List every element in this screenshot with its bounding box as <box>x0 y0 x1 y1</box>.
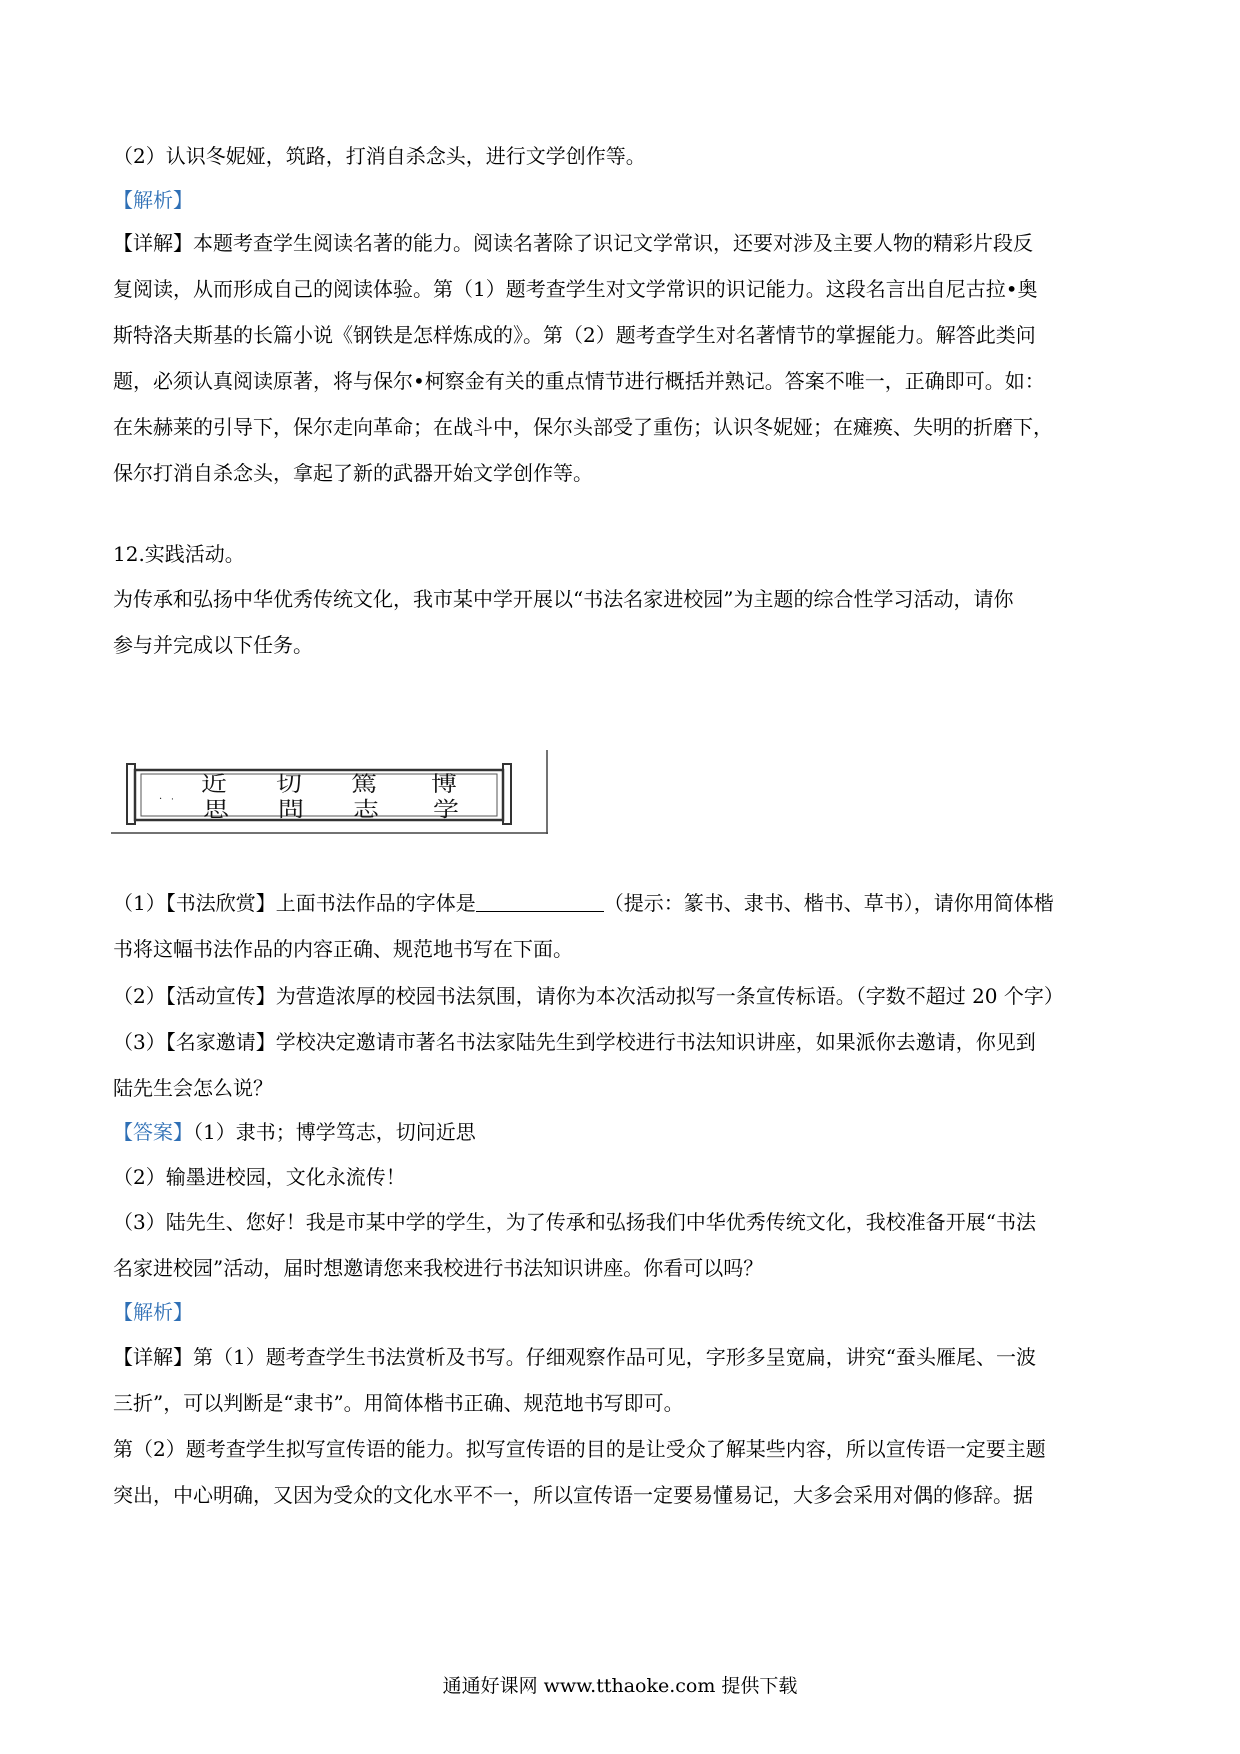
detail-line-1: 【详解】本题考查学生阅读名著的能力。阅读名著除了识记文学常识，还要对涉及主要人物的精彩片段反 <box>113 231 1033 255</box>
detail2-line-3: 第（2）题考查学生拟写宣传语的能力。拟写宣传语的目的是让受众了解某些内容，所以宣传语一定要主题 <box>113 1437 1046 1461</box>
detail2-line-1: 【详解】第（1）题考查学生书法赏析及书写。仔细观察作品可见，字形多呈宽扁，讲究“蚕头雁尾、一波 <box>113 1345 1036 1369</box>
calligraphy-char: 問 <box>278 796 304 822</box>
calligraphy-char: 志 <box>353 796 379 822</box>
task-1-line-2: 书将这幅书法作品的内容正确、规范地书写在下面。 <box>113 937 573 961</box>
detail-line-2: 复阅读，从而形成自己的阅读体验。第（1）题考查学生对文学常识的识记能力。这段名言出自尼古拉•奥 <box>113 277 1038 301</box>
task-2-text: （2）【活动宣传】为营造浓厚的校园书法氛围，请你为本次活动拟写一条宣传标语。（字数不超过 20 个字） <box>113 984 1064 1008</box>
detail-line-5: 在朱赫莱的引导下，保尔走向革命；在战斗中，保尔头部受了重伤；认识冬妮娅；在瘫痪、失明的折磨下， <box>113 415 1053 439</box>
task-3-line-2: 陆先生会怎么说？ <box>113 1076 273 1100</box>
calligraphy-char: 篤 <box>351 771 377 797</box>
task-1-line-1: （1）【书法欣赏】上面书法作品的字体是 （提示：篆书、隶书、楷书、草书），请你用简体楷 <box>113 891 1054 915</box>
answer-line-2: （2）输墨进校园，文化永流传！ <box>113 1165 406 1189</box>
footer-source: 通通好课网 www.tthaoke.com 提供下载 <box>442 1675 798 1697</box>
calligraphy-scroll-image <box>111 750 548 834</box>
detail-line-4: 题，必须认真阅读原著，将与保尔•柯察金有关的重点情节进行概括并熟记。答案不唯一，正确即可。如： <box>113 369 1045 393</box>
svg-text:·: · <box>159 794 163 805</box>
calligraphy-char: 近 <box>201 771 227 797</box>
detail-line-3: 斯特洛夫斯基的长篇小说《钢铁是怎样炼成的》。第（2）题考查学生对名著情节的掌握能力。解答此类问 <box>113 323 1036 347</box>
calligraphy-char: 思 <box>203 796 229 822</box>
analysis-tag: 【解析】 <box>113 188 193 212</box>
svg-text:·: · <box>171 795 174 805</box>
calligraphy-char: 学 <box>433 796 459 822</box>
task-3-line-1: （3）【名家邀请】学校决定邀请市著名书法家陆先生到学校进行书法知识讲座，如果派你去邀请，你见到 <box>113 1030 1036 1054</box>
detail2-line-4: 突出，中心明确，又因为受众的文化水平不一，所以宣传语一定要易懂易记，大多会采用对偶的修辞。据 <box>113 1483 1033 1507</box>
analysis-tag-2: 【解析】 <box>113 1300 193 1324</box>
answer-line-4: 名家进校园”活动，届时想邀请您来我校进行书法知识讲座。你看可以吗？ <box>113 1256 764 1280</box>
answer-blank[interactable] <box>476 891 604 912</box>
answer-tag: 【答案】 <box>113 1120 193 1144</box>
answer-line-3: （3）陆先生、您好！我是市某中学的学生，为了传承和弘扬我们中华优秀传统文化，我校准备开展“书法 <box>113 1210 1036 1234</box>
calligraphy-char: 博 <box>431 771 457 797</box>
question-intro-1: 为传承和弘扬中华优秀传统文化，我市某中学开展以“书法名家进校园”为主题的综合性学习活动，请你 <box>113 587 1014 611</box>
answer-line-1: 【答案】（1）隶书；博学笃志，切问近思 <box>113 1120 476 1144</box>
detail2-line-2: 三折”，可以判断是“隶书”。用简体楷书正确、规范地书写即可。 <box>113 1391 684 1415</box>
question-intro-2: 参与并完成以下任务。 <box>113 633 313 657</box>
answer-2-text: （2）认识冬妮娅，筑路，打消自杀念头，进行文学创作等。 <box>113 144 646 168</box>
question-title: 12.实践活动。 <box>113 542 245 566</box>
detail-line-6: 保尔打消自杀念头，拿起了新的武器开始文学创作等。 <box>113 461 593 485</box>
calligraphy-char: 切 <box>276 771 302 797</box>
detail-tag-2: 【详解】 <box>113 1345 193 1369</box>
detail-tag: 【详解】 <box>113 231 193 255</box>
